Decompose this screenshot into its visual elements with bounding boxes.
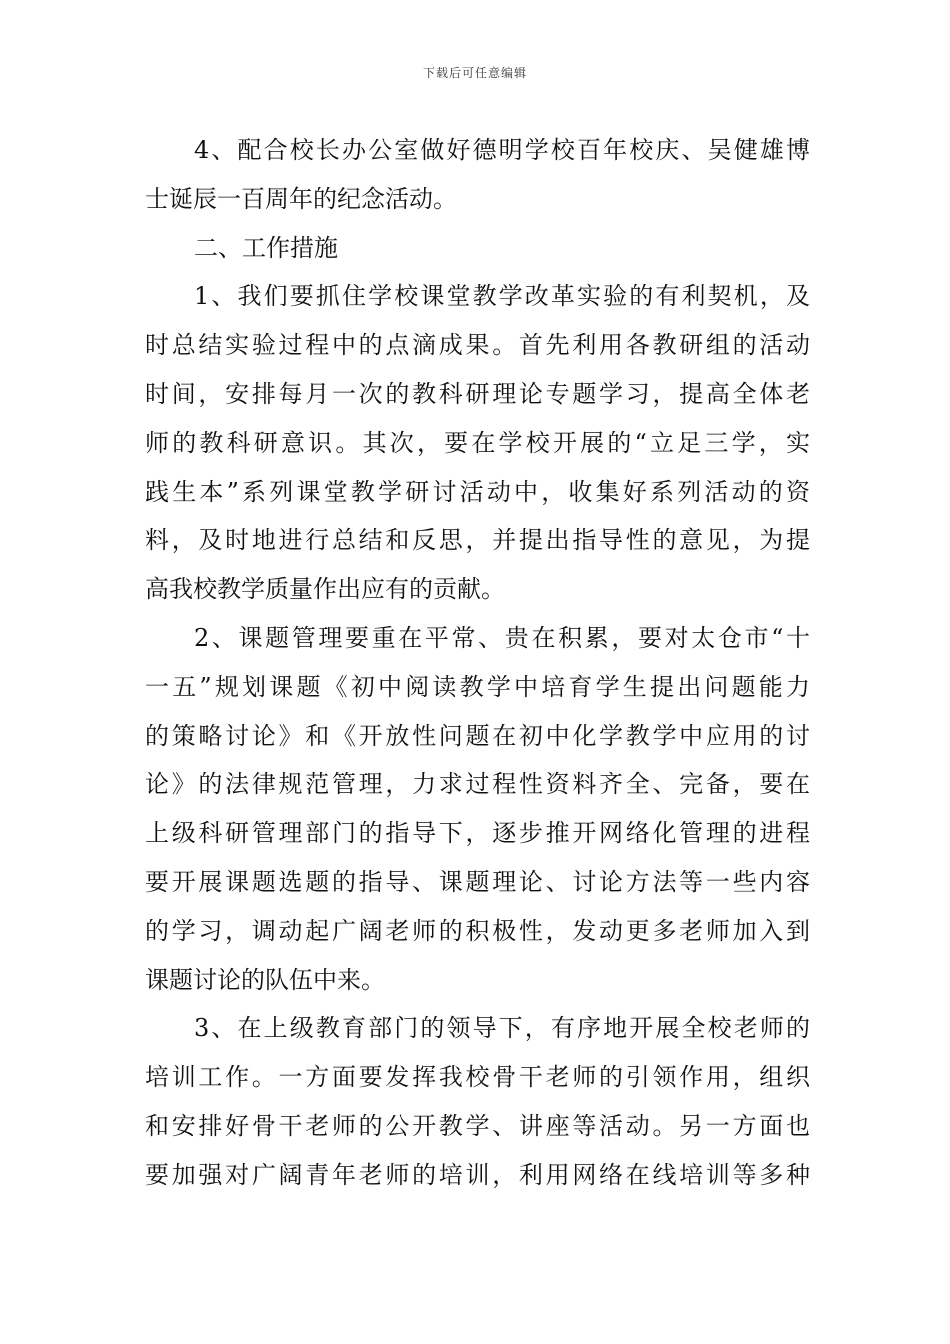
text-line: 要加强对广阔青年老师的培训，利用网络在线培训等多种 bbox=[145, 1160, 810, 1189]
header-note: 下载后可任意编辑 bbox=[422, 66, 527, 80]
text-line: 的策略讨论》和《开放性问题在初中化学教学中应用的讨 bbox=[145, 721, 810, 750]
text-line: 培训工作。一方面要发挥我校骨干老师的引领作用，组织 bbox=[145, 1063, 810, 1092]
text-line: 和安排好骨干老师的公开教学、讲座等活动。另一方面也 bbox=[145, 1111, 810, 1140]
text-line: 一五”规划课题《初中阅读教学中培育学生提出问题能力 bbox=[145, 672, 810, 701]
document-body bbox=[145, 126, 810, 1200]
text-line: 论》的法律规范管理，力求过程性资料齐全、完备，要在 bbox=[145, 770, 810, 799]
text-line: 高我校教学质量作出应有的贡献。 bbox=[145, 575, 505, 604]
text-line: 2、课题管理要重在平常、贵在积累，要对太仓市“十 bbox=[194, 623, 810, 652]
text-line: 料，及时地进行总结和反思，并提出指导性的意见，为提 bbox=[145, 526, 810, 555]
text-line: 1、我们要抓住学校课堂教学改革实验的有利契机，及 bbox=[194, 282, 810, 311]
text-line: 课题讨论的队伍中来。 bbox=[145, 965, 385, 994]
text-line: 的学习，调动起广阔老师的积极性，发动更多老师加入到 bbox=[145, 916, 810, 945]
text-line: 3、在上级教育部门的领导下，有序地开展全校老师的 bbox=[194, 1014, 810, 1043]
text-line: 时间，安排每月一次的教科研理论专题学习，提高全体老 bbox=[145, 379, 810, 408]
text-line: 师的教科研意识。其次，要在学校开展的“立足三学，实 bbox=[145, 428, 810, 457]
text-line: 上级科研管理部门的指导下，逐步推开网络化管理的进程 bbox=[145, 819, 810, 848]
text-line: 要开展课题选题的指导、课题理论、讨论方法等一些内容 bbox=[145, 867, 810, 896]
text-line: 4、配合校长办公室做好德明学校百年校庆、吴健雄博 bbox=[194, 136, 810, 164]
text-line: 二、工作措施 bbox=[194, 233, 338, 262]
text-line: 时总结实验过程中的点滴成果。首先利用各教研组的活动 bbox=[145, 331, 810, 360]
text-line: 士诞辰一百周年的纪念活动。 bbox=[145, 184, 457, 213]
text-line: 践生本”系列课堂教学研讨活动中，收集好系列活动的资 bbox=[145, 477, 810, 506]
